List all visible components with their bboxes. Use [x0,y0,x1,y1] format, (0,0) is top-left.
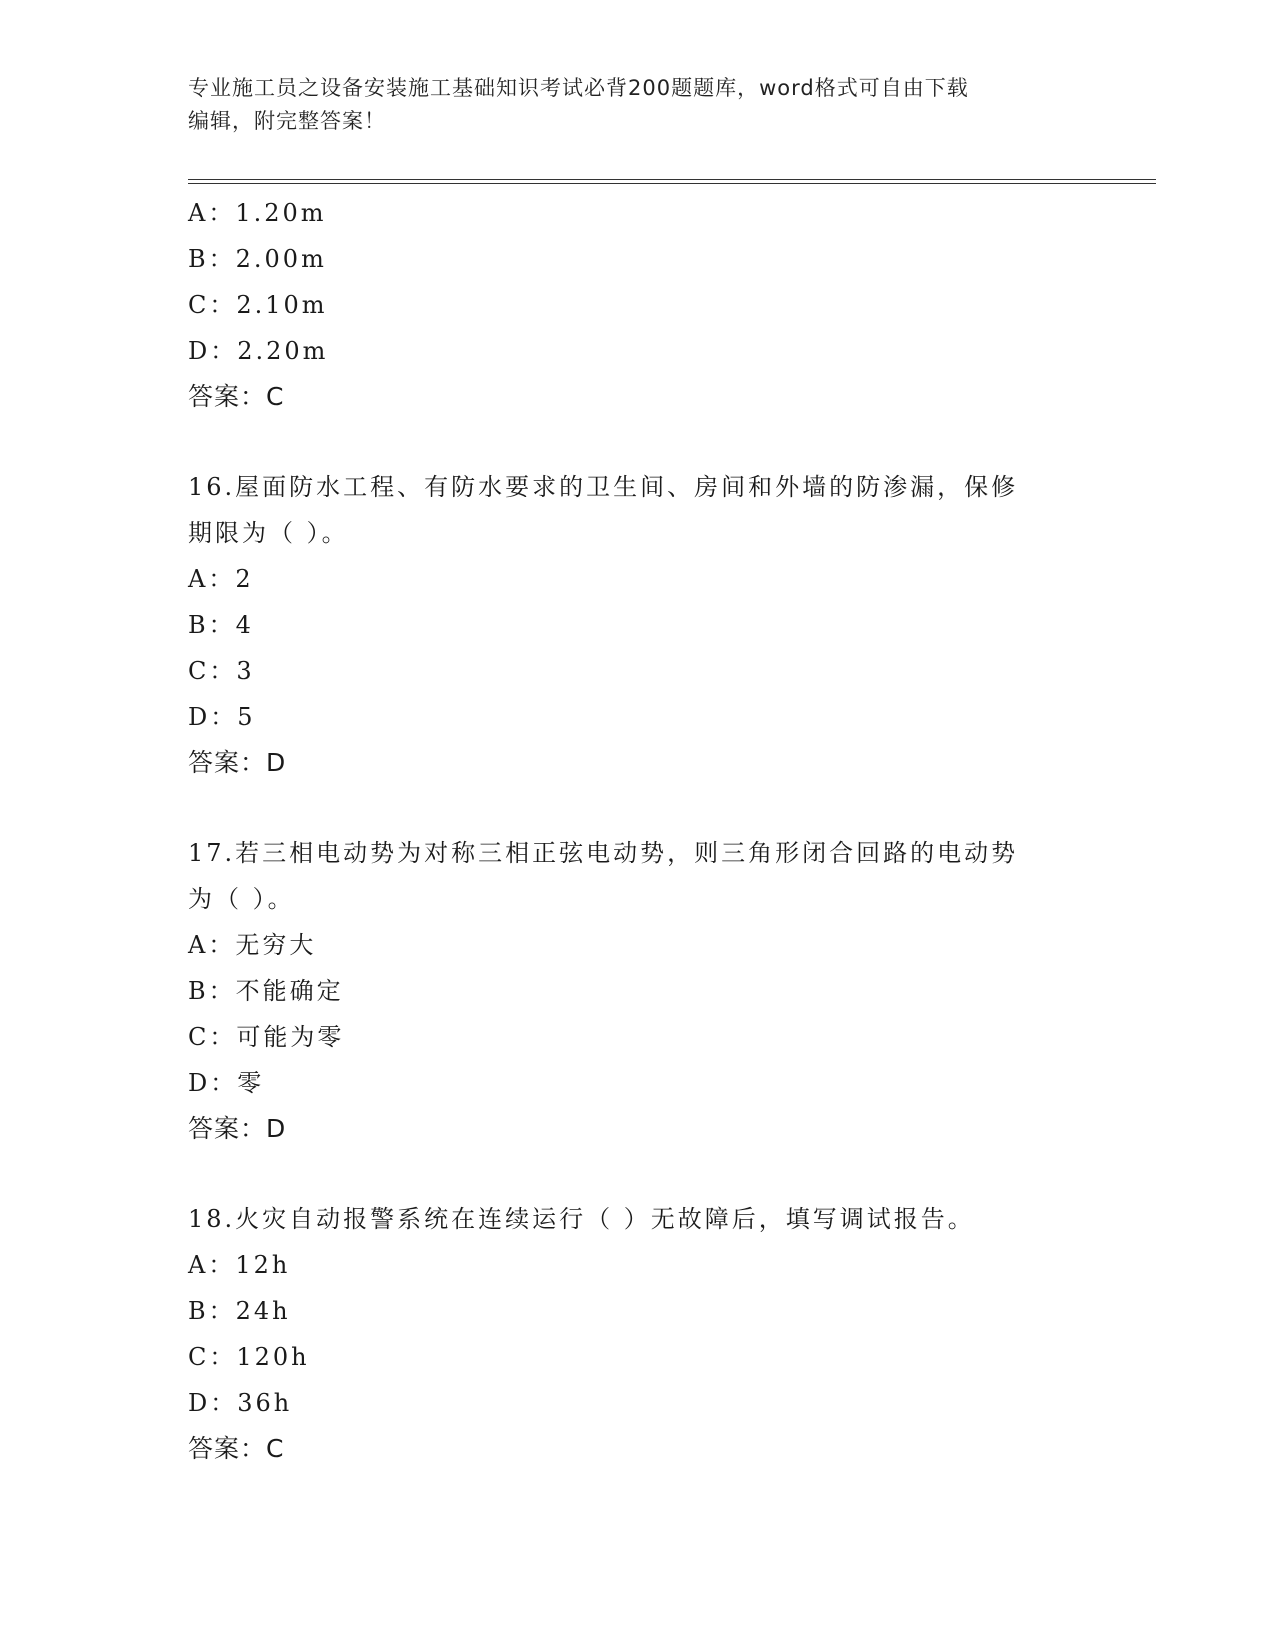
question-stem-line-2: 期限为（ ）。 [188,519,349,547]
header-divider-top [188,179,1156,180]
question-15 [188,190,1088,420]
option-c: C：可能为零 [188,1023,345,1051]
answer-line: 答案：C [188,1434,285,1463]
option-b: B：不能确定 [188,977,344,1005]
question-stem-line-1: 18.火灾自动报警系统在连续运行（ ）无故障后，填写调试报告。 [188,1205,975,1233]
question-stem-line-2: 为（ ）。 [188,885,295,913]
option-b: B：4 [188,611,254,639]
option-d: D：零 [188,1069,265,1097]
document-header [188,72,1088,138]
answer-line: 答案：D [188,1114,287,1143]
header-title-line-2: 编辑，附完整答案！ [188,109,386,133]
option-a: A：1.20m [188,199,327,227]
header-divider-bottom [188,183,1156,184]
option-d: D：36h [188,1389,293,1417]
question-17 [188,830,1088,1152]
option-d: D：5 [188,703,256,731]
option-a: A：2 [188,565,254,593]
option-a: A：12h [188,1251,291,1279]
option-c: C：3 [188,657,255,685]
option-c: C：2.10m [188,291,328,319]
question-18 [188,1196,1088,1472]
answer-line: 答案：D [188,748,287,777]
option-b: B：24h [188,1297,291,1325]
question-list [188,190,1088,1472]
option-d: D：2.20m [188,337,329,365]
question-16 [188,464,1088,786]
answer-line: 答案：C [188,382,285,411]
option-b: B：2.00m [188,245,327,273]
question-stem-line-1: 17.若三相电动势为对称三相正弦电动势，则三角形闭合回路的电动势 [188,839,1019,867]
option-a: A：无穷大 [188,931,317,959]
question-stem-line-1: 16.屋面防水工程、有防水要求的卫生间、房间和外墙的防渗漏，保修 [188,473,1019,501]
header-title-line-1: 专业施工员之设备安装施工基础知识考试必背200题题库，word格式可自由下载 [188,76,969,100]
option-c: C：120h [188,1343,310,1371]
